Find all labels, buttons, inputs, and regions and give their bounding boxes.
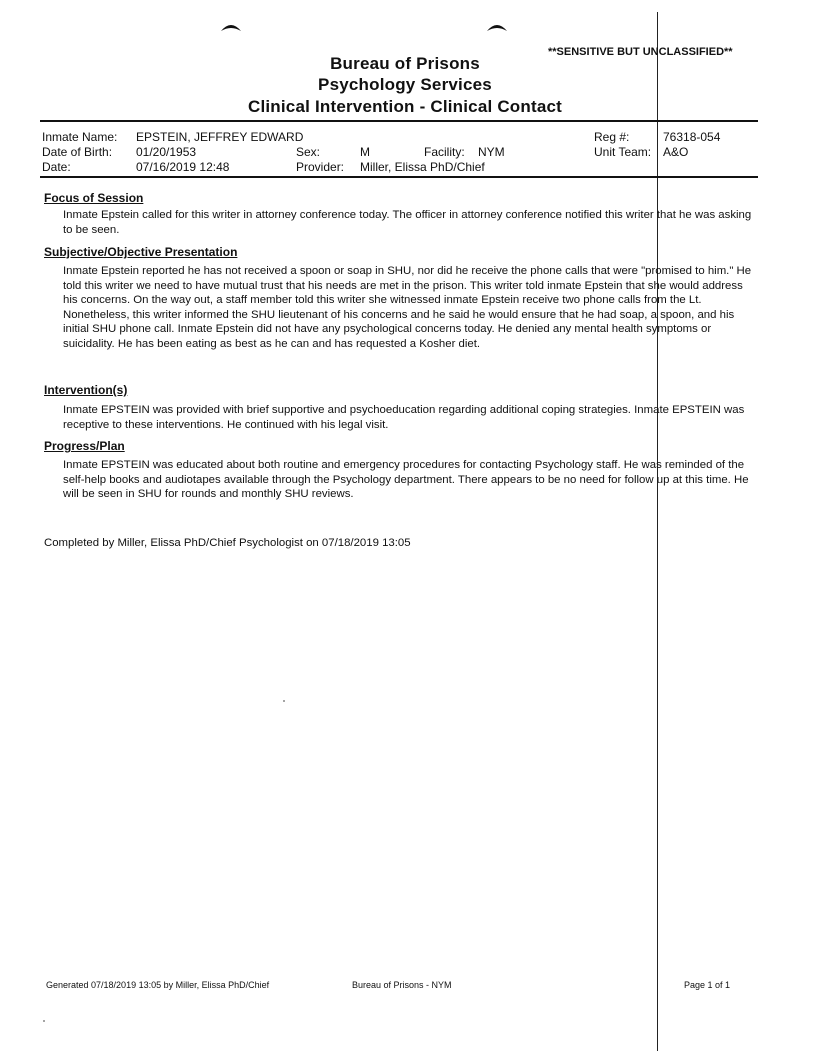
dob-value: 01/20/1953 — [136, 145, 197, 159]
sensitivity-marking: **SENSITIVE BUT UNCLASSIFIED** — [548, 46, 733, 58]
footer-page-number: Page 1 of 1 — [684, 980, 731, 990]
section-heading-focus: Focus of Session — [44, 191, 144, 205]
footer-generated: Generated 07/18/2019 13:05 by Miller, Elissa PhD/Chief — [46, 980, 270, 990]
section-text-focus: Inmate Epstein called for this writer in attorney conference today. The officer in attorney conference notified this writer that he was asking to be seen. — [63, 209, 752, 236]
section-text-subjective: Inmate Epstein reported he has not received a spoon or soap in SHU, nor did he receive the phone calls that were "promised to him." He told this writer we need to have mutual trust that his needs are met in the prison. This writer told inmate Epstein that she would address his concerns. On the way out, a staff member told this writer she witnessed inmate Epstein receive two phone calls from the Lt. Nonetheless, this writer informed the SHU lieutenant of his concerns and he said he would ensure that he had soap, a spoon, and his initial SHU phone call. Inmate Epstein did not have any psychological concerns today. He denied any mental health symptoms or suicidality. He has been eating as best as he can and has requested a Kosher diet. — [63, 265, 752, 350]
section-heading-subjective: Subjective/Objective Presentation — [44, 245, 238, 259]
scan-speck — [43, 1020, 45, 1022]
unit-team-label: Unit Team: — [594, 145, 652, 159]
section-heading-intervention: Intervention(s) — [44, 383, 128, 397]
scan-speck — [283, 700, 285, 702]
reg-number-value: 76318-054 — [663, 130, 721, 144]
sex-value: M — [360, 145, 370, 159]
header-rule-top — [40, 120, 758, 122]
dob-label: Date of Birth: — [42, 145, 113, 159]
footer-bureau: Bureau of Prisons - NYM — [352, 980, 452, 990]
scan-fold-line — [657, 12, 658, 1051]
binder-hole-mark-left — [220, 22, 242, 32]
inmate-name-label: Inmate Name: — [42, 130, 118, 144]
sex-label: Sex: — [296, 145, 321, 159]
facility-label: Facility: — [424, 145, 465, 159]
reg-number-label: Reg #: — [594, 130, 630, 144]
document-title-department: Psychology Services — [318, 75, 492, 94]
inmate-name-value: EPSTEIN, JEFFREY EDWARD — [136, 130, 304, 144]
binder-hole-mark-right — [486, 22, 508, 32]
document-title-agency: Bureau of Prisons — [330, 54, 480, 73]
date-value: 07/16/2019 12:48 — [136, 160, 230, 174]
document-title-form: Clinical Intervention - Clinical Contact — [247, 97, 563, 116]
header-rule-bottom — [40, 176, 758, 178]
facility-value: NYM — [478, 145, 505, 159]
completed-by-statement: Completed by Miller, Elissa PhD/Chief Psychologist on 07/18/2019 13:05 — [44, 537, 411, 549]
section-text-progress: Inmate EPSTEIN was educated about both routine and emergency procedures for contacting Psychology staff. He was reminded of the self-help books and audiotapes available through the Psychology department. There appears to be no need for follow up at this time. He will be seen in SHU for rounds and monthly SHU reviews. — [63, 459, 749, 501]
section-text-intervention: Inmate EPSTEIN was provided with brief supportive and psychoeducation regarding additional coping strategies. Inmate EPSTEIN was receptive to these interventions. He continued with his legal visit. — [63, 404, 745, 431]
provider-value: Miller, Elissa PhD/Chief — [360, 160, 485, 174]
provider-label: Provider: — [296, 160, 345, 174]
section-heading-progress: Progress/Plan — [44, 439, 125, 453]
date-label: Date: — [42, 160, 71, 174]
unit-team-value: A&O — [663, 145, 689, 159]
